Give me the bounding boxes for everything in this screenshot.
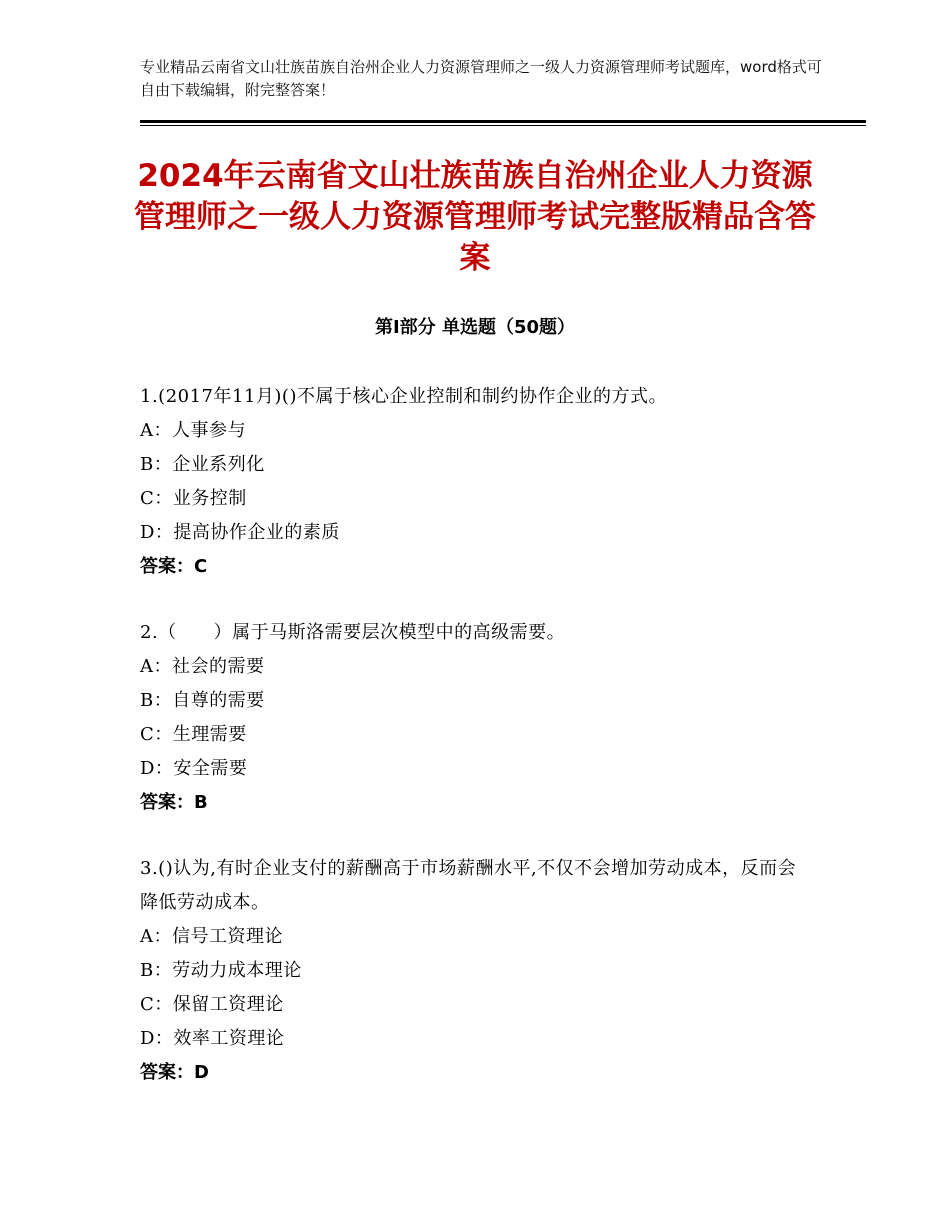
option-c: C：业务控制 [140,488,247,509]
header-divider-thick [140,120,866,123]
section-heading: 第Ⅰ部分 单选题（50题） [374,317,575,338]
option-a: A：人事参与 [140,420,246,441]
header-divider-thin [140,125,866,126]
answer: 答案：B [140,792,208,813]
question-2 [140,616,810,820]
option-c: C：生理需要 [140,724,247,745]
option-b: B：劳动力成本理论 [140,960,302,981]
option-c: C：保留工资理论 [140,994,284,1015]
header-note: 专业精品云南省文山壮族苗族自治州企业人力资源管理师之一级人力资源管理师考试题库，word格式可自由下载编辑，附完整答案！ [140,58,822,99]
option-d: D：效率工资理论 [140,1028,285,1049]
option-d: D：提高协作企业的素质 [140,522,340,543]
question-1 [140,380,810,584]
question-stem: 2.（ ）属于马斯洛需要层次模型中的高级需要。 [140,622,566,643]
document-title: 2024年云南省文山壮族苗族自治州企业人力资源管理师之一级人力资源管理师考试完整版精品含答案 [134,158,816,276]
option-a: A：社会的需要 [140,656,265,677]
option-b: B：自尊的需要 [140,690,265,711]
answer: 答案：D [140,1062,209,1083]
question-stem: 3.()认为,有时企业支付的薪酬高于市场薪酬水平,不仅不会增加劳动成本，反而会降低劳动成本。 [140,858,797,913]
question-list [140,380,810,1122]
option-b: B：企业系列化 [140,454,265,475]
question-stem: 1.(2017年11月)()不属于核心企业控制和制约协作企业的方式。 [140,386,667,407]
question-3 [140,852,810,1090]
option-d: D：安全需要 [140,758,248,779]
answer: 答案：C [140,556,208,577]
option-a: A：信号工资理论 [140,926,283,947]
